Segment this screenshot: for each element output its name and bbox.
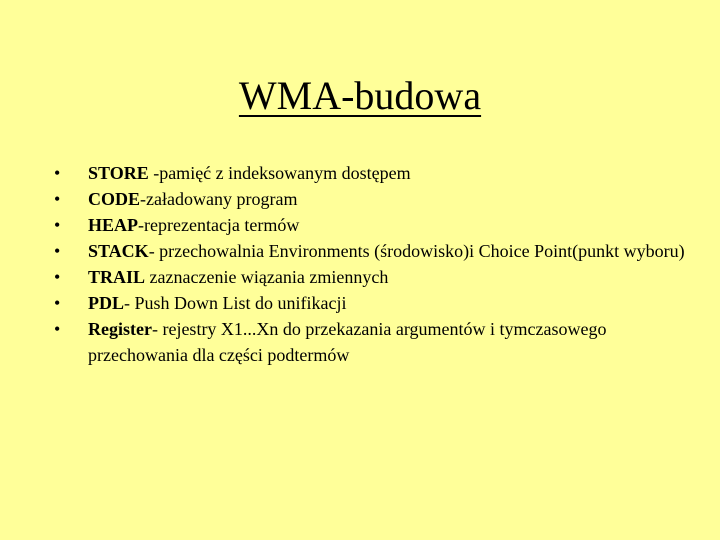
list-item [54,290,694,316]
list-item [54,212,694,238]
list-item [54,160,694,186]
bullet-list [54,160,694,368]
item-term: TRAIL [88,267,146,287]
item-term: STACK [88,241,149,261]
bullet-icon: • [54,319,61,339]
list-item [54,238,694,264]
list-item [54,316,694,368]
item-term: Register [88,319,152,339]
list-item [54,264,694,290]
item-text: -reprezentacja termów [138,215,300,235]
slide-title [0,70,720,122]
item-text: -załadowany program [140,189,298,209]
list-item [54,186,694,212]
bullet-icon: • [54,163,61,183]
item-text: - Push Down List do unifikacji [124,293,347,313]
bullet-icon: • [54,241,61,261]
slide-title-text: WMA-budowa [238,73,482,118]
item-text: - rejestry X1...Xn do przekazania argumentów i tymczasowego przechowania dla części podtermów [88,319,607,365]
item-term: STORE [88,163,149,183]
bullet-icon: • [54,267,61,287]
item-text: - przechowalnia Environments (środowisko)i Choice Point(punkt wyboru) [148,241,685,261]
item-term: CODE [88,189,141,209]
bullet-icon: • [54,293,61,313]
item-text: -pamięć z indeksowanym dostępem [148,163,411,183]
bullet-icon: • [54,215,61,235]
item-term: HEAP [88,215,139,235]
item-text: zaznaczenie wiązania zmiennych [145,267,389,287]
bullet-icon: • [54,189,61,209]
item-term: PDL [88,293,124,313]
